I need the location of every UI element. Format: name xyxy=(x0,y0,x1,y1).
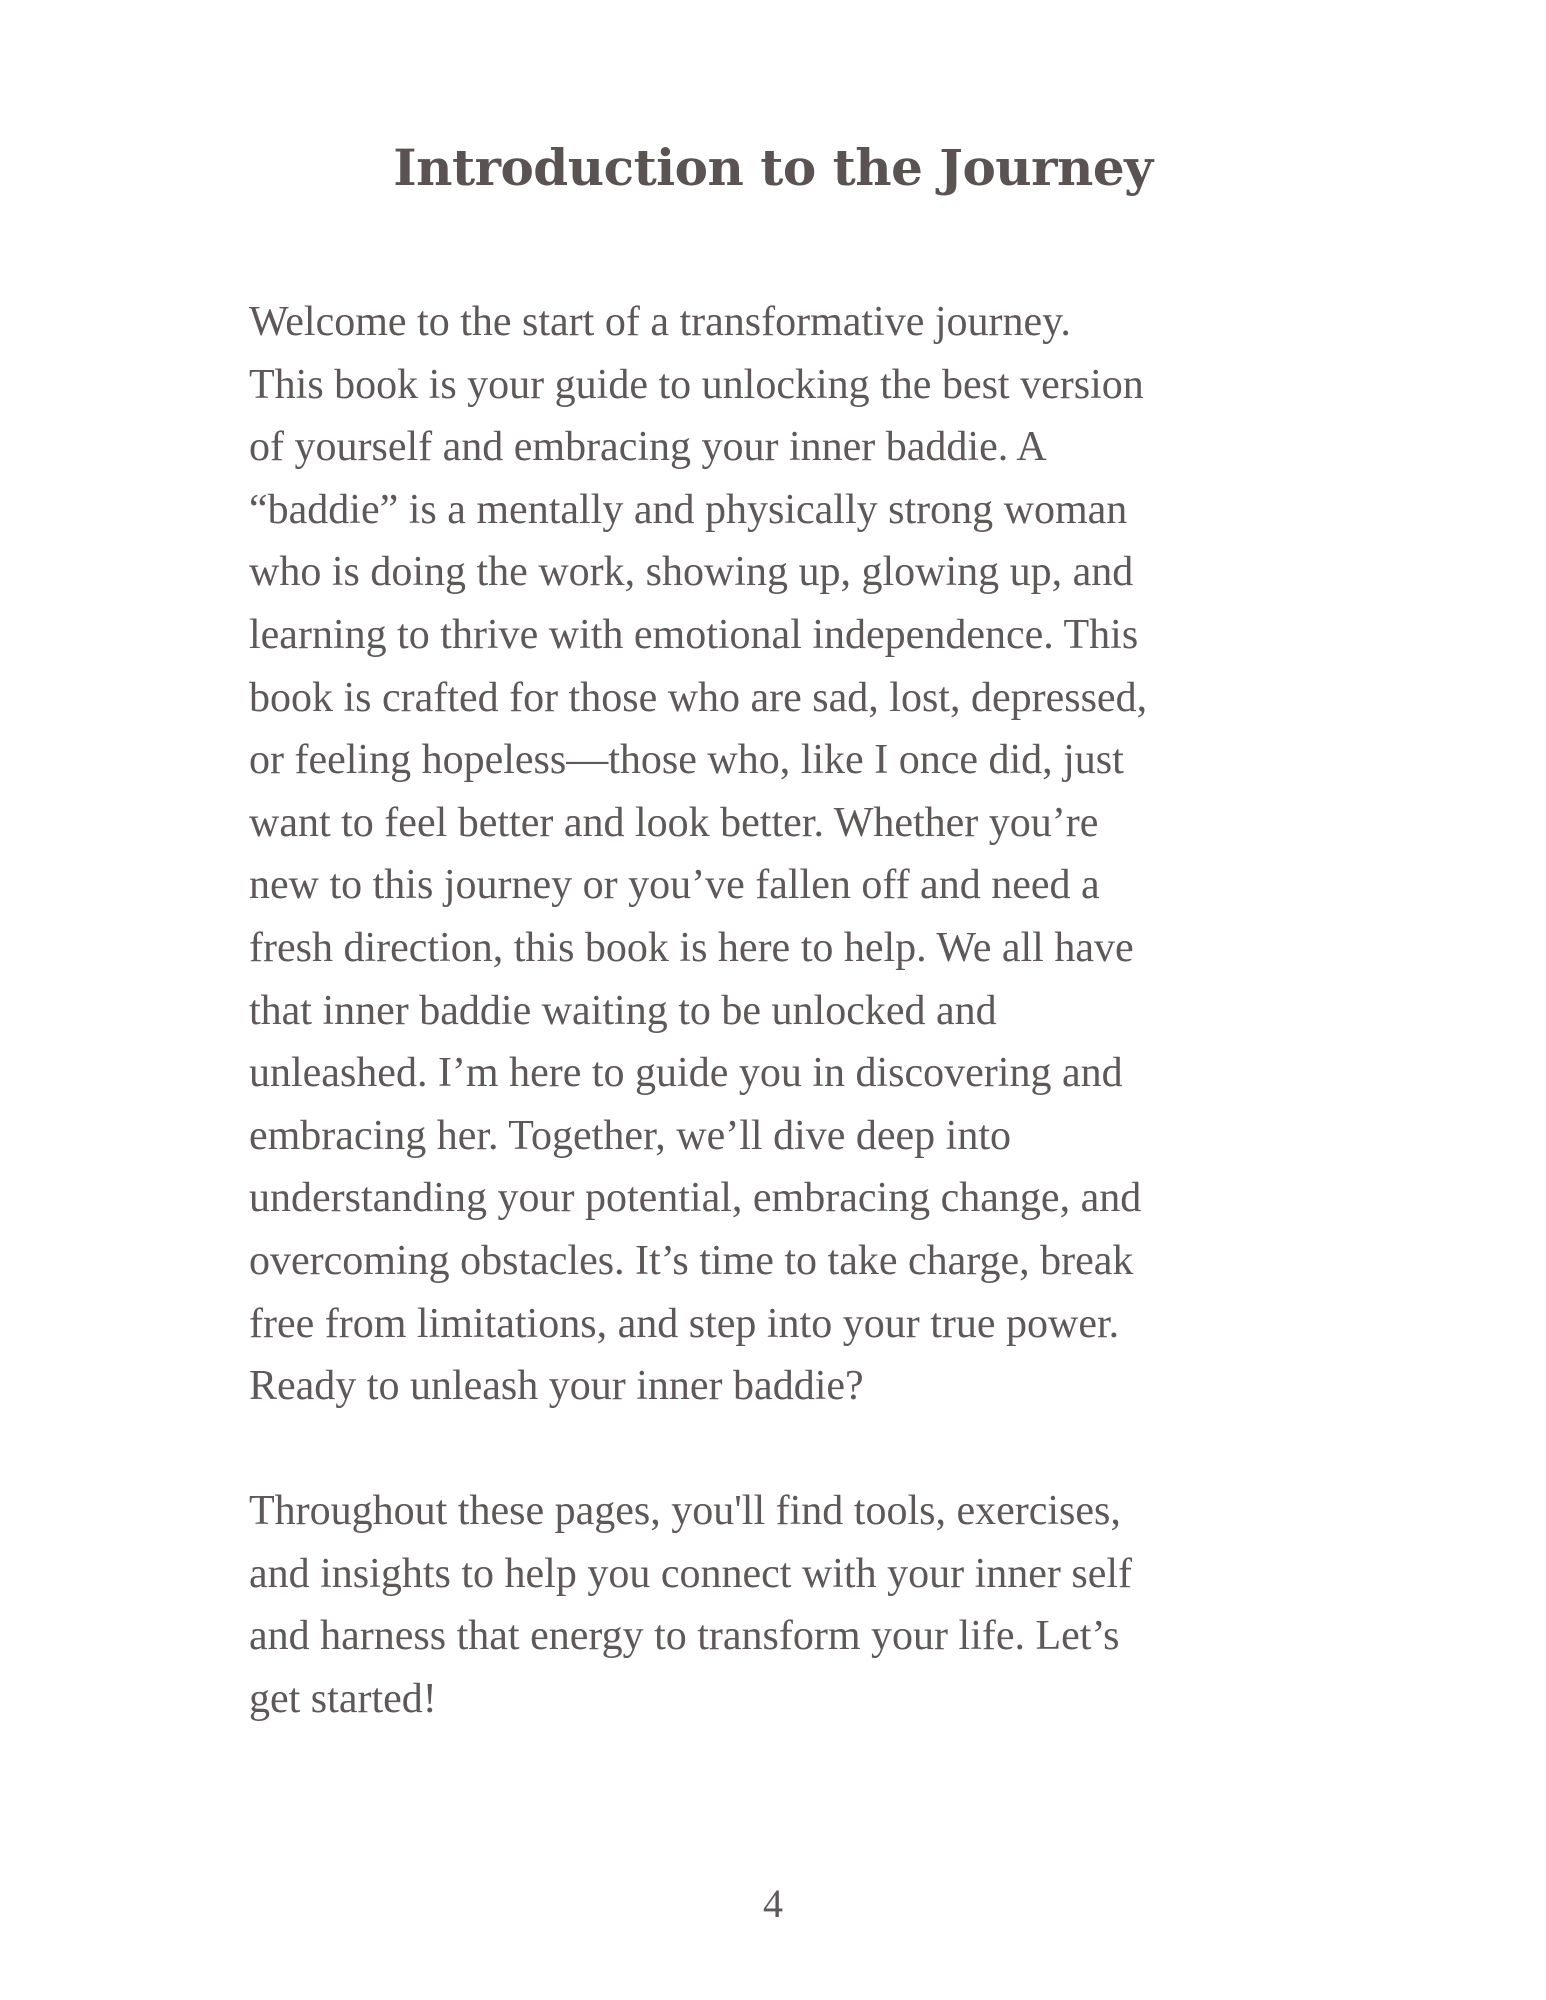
intro-paragraph: Welcome to the start of a transformative journey. This book is your guide to unlocking the best version of yourself and embracing your inner baddie. A “baddie” is a mentally and physically strong woman who is doing the work, showing up, glowing up, and learning to thrive with emotional independence. This book is crafted for those who are sad, lost, depressed, or feeling hopeless—those who, like I once did, just want to feel better and look better. Whether you’re new to this journey or you’ve fallen off and need a fresh direction, this book is here to help. We all have that inner baddie waiting to be unlocked and unleashed. I’m here to guide you in discovering and embracing her. Together, we’ll dive deep into understanding your potential, embracing change, and overcoming obstacles. It’s time to take charge, break free from limitations, and step into your true power. Ready to unleash your inner baddie? xyxy=(249,299,1148,1410)
page-title: Introduction to the Journey xyxy=(393,138,1153,197)
closing-paragraph: Throughout these pages, you'll find tools, exercises, and insights to help you connect with your inner self and harness that energy to transform your life. Let’s get started! xyxy=(249,1488,1133,1722)
page-number: 4 xyxy=(763,1881,783,1926)
